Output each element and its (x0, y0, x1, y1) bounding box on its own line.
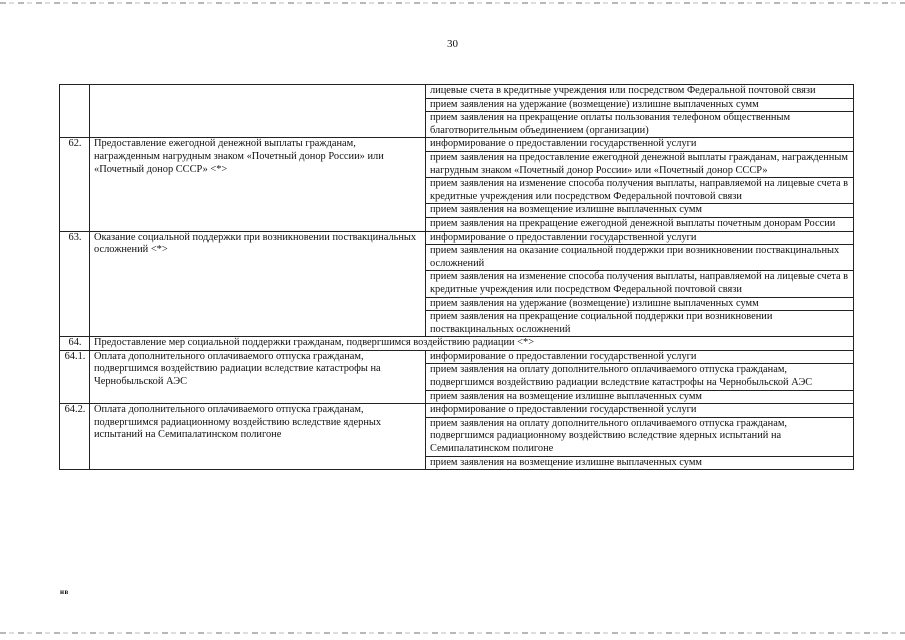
row-number-cell (60, 85, 90, 138)
action-cell: прием заявления на изменение способа получения выплаты, направляемой на лицевые счета в кредитные учреждения или посредством Федеральной почтовой связи (426, 271, 854, 297)
action-cell: прием заявления на возмещение излишне выплаченных сумм (426, 456, 854, 470)
service-name-cell: Оплата дополнительного оплачиваемого отпуска гражданам, подвергшимся радиационному воздействию вследствие ядерных испытаний на Семипалатинском полигоне (90, 404, 426, 470)
table-row (60, 350, 854, 364)
table-row (60, 337, 854, 351)
action-cell: прием заявления на прекращение социальной поддержки при возникновении поствакцинальных осложнений (426, 311, 854, 337)
action-cell: прием заявления на оплату дополнительного оплачиваемого отпуска гражданам, подвергшимся радиационному воздействию вследствие ядерных испытаний на Семипалатинском полигоне (426, 417, 854, 456)
service-name-cell: Оказание социальной поддержки при возникновении поствакцинальных осложнений <*> (90, 231, 426, 337)
action-cell: информирование о предоставлении государственной услуги (426, 138, 854, 152)
row-number-cell: 63. (60, 231, 90, 337)
service-name-cell: Предоставление ежегодной денежной выплаты гражданам, награжденным нагрудным знаком «Почетный донор России» или «Почетный донор СССР» <*> (90, 138, 426, 231)
row-number-cell: 64.1. (60, 350, 90, 403)
scan-edge-bottom (0, 632, 905, 634)
section-title-cell: Предоставление мер социальной поддержки гражданам, подвергшимся воздействию радиации <*> (90, 337, 854, 351)
action-cell: прием заявления на возмещение излишне выплаченных сумм (426, 390, 854, 404)
footer-mark: нв (60, 588, 69, 596)
action-cell: информирование о предоставлении государственной услуги (426, 231, 854, 245)
action-cell: прием заявления на предоставление ежегодной денежной выплаты гражданам, награжденным нагрудным знаком «Почетный донор России» или «Почетный донор СССР» (426, 151, 854, 177)
action-cell: прием заявления на прекращение оплаты пользования телефоном общественным благотворительным объединением (организации) (426, 112, 854, 138)
action-cell: прием заявления на удержание (возмещение) излишне выплаченных сумм (426, 297, 854, 311)
service-name-cell (90, 85, 426, 138)
services-table (59, 84, 854, 470)
table-row (60, 404, 854, 418)
action-cell: информирование о предоставлении государственной услуги (426, 404, 854, 418)
row-number-cell: 64. (60, 337, 90, 351)
action-cell: прием заявления на изменение способа получения выплаты, направляемой на лицевые счета в кредитные учреждения или посредством Федеральной почтовой связи (426, 178, 854, 204)
row-number-cell: 62. (60, 138, 90, 231)
scan-edge-top (0, 2, 905, 4)
action-cell: прием заявления на удержание (возмещение) излишне выплаченных сумм (426, 98, 854, 112)
page-number: 30 (447, 38, 458, 50)
table-row (60, 85, 854, 99)
action-cell: прием заявления на возмещение излишне выплаченных сумм (426, 204, 854, 218)
action-cell: прием заявления на оплату дополнительного оплачиваемого отпуска гражданам, подвергшимся воздействию радиации вследствие катастрофы на Чернобыльской АЭС (426, 364, 854, 390)
table-row (60, 231, 854, 245)
action-cell: лицевые счета в кредитные учреждения или посредством Федеральной почтовой связи (426, 85, 854, 99)
action-cell: прием заявления на прекращение ежегодной денежной выплаты почетным донорам России (426, 217, 854, 231)
service-name-cell: Оплата дополнительного оплачиваемого отпуска гражданам, подвергшимся воздействию радиации вследствие катастрофы на Чернобыльской АЭС (90, 350, 426, 403)
table-row (60, 138, 854, 152)
action-cell: прием заявления на оказание социальной поддержки при возникновении поствакцинальных осложнений (426, 245, 854, 271)
row-number-cell: 64.2. (60, 404, 90, 470)
action-cell: информирование о предоставлении государственной услуги (426, 350, 854, 364)
